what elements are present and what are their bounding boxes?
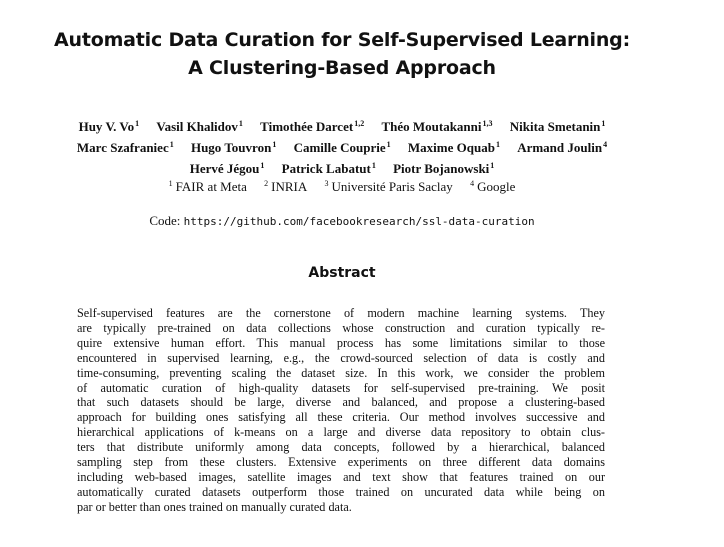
- author-line-3: [0, 157, 684, 178]
- affiliation: $^1$ FAIR at Meta: [168, 179, 247, 194]
- affiliations: [0, 179, 684, 195]
- code-link-line: [0, 213, 684, 229]
- affiliation: $^2$ INRIA: [264, 179, 308, 194]
- author: Hervé Jégou$^1$: [189, 161, 265, 176]
- title-line-2: A Clustering-Based Approach: [188, 57, 496, 79]
- paper-title: [0, 26, 684, 82]
- author: Vasil Khalidov$^1$: [156, 119, 243, 134]
- author: Timothée Darcet$^{1,2}$: [260, 119, 365, 134]
- abstract-line: of automatic curation of high-quality datasets for self-supervised pre-training. We posit: [77, 380, 605, 395]
- author: Maxime Oquab$^1$: [407, 140, 500, 155]
- abstract-line: sampling step from these clusters. Extensive experiments on three different data domains: [77, 455, 605, 470]
- affiliation: $^3$ Université Paris Saclay: [324, 179, 453, 194]
- abstract-line: par or better than ones trained on manually curated data.: [77, 499, 352, 514]
- author-list: [0, 115, 684, 178]
- author: Piotr Bojanowski$^1$: [393, 161, 495, 176]
- abstract-line: hierarchical applications of k-means on a large and diverse data repository to obtain clus-: [77, 425, 605, 440]
- author: Théo Moutakanni$^{1,3}$: [381, 119, 493, 134]
- abstract-line: Self-supervised features are the cornerstone of modern machine learning systems. They: [77, 306, 605, 320]
- author-line-2: [0, 136, 684, 157]
- author: Armand Joulin$^4$: [517, 140, 608, 155]
- author: Hugo Touvron$^1$: [190, 140, 277, 155]
- author: Marc Szafraniec$^1$: [76, 140, 174, 155]
- abstract-line: quire extensive human effort. This manual process has some limitations similar to those: [77, 335, 605, 350]
- abstract-line: ters that distribute uniformly among data concepts, followed by a hierarchical, balanced: [77, 440, 605, 455]
- affiliation: $^4$ Google: [470, 179, 516, 194]
- title-line-1: Automatic Data Curation for Self-Supervised Learning:: [54, 29, 630, 51]
- author: Camille Couprie$^1$: [293, 140, 391, 155]
- abstract-body: [77, 306, 605, 515]
- abstract-line: encountered in supervised learning, e.g., the crowd-sourced selection of data is costly and: [77, 350, 605, 365]
- abstract-line: time-consuming, preventing scaling the dataset size. In this work, we consider the problem: [77, 365, 605, 380]
- code-url-link[interactable]: https://github.com/facebookresearch/ssl-data-curation: [183, 215, 535, 228]
- abstract-line: are typically pre-trained on data collections whose construction and curation typically re-: [77, 320, 605, 335]
- abstract-heading: Abstract: [308, 265, 376, 281]
- abstract-line: approach for building ones satisfying all these criteria. Our method involves successive and: [77, 410, 605, 425]
- abstract-line: automatically curated datasets outperform those trained on uncurated data while being on: [77, 484, 605, 499]
- code-label: Code:: [149, 213, 181, 228]
- author: Nikita Smetanin$^1$: [509, 119, 606, 134]
- abstract-line: that such datasets should be large, diverse and balanced, and propose a clustering-based: [77, 395, 605, 410]
- author: Patrick Labatut$^1$: [281, 161, 376, 176]
- author-line-1: [0, 115, 684, 136]
- abstract-line: including web-based images, satellite images and text show that features trained on our: [77, 469, 605, 484]
- author: Huy V. Vo$^1$: [78, 119, 140, 134]
